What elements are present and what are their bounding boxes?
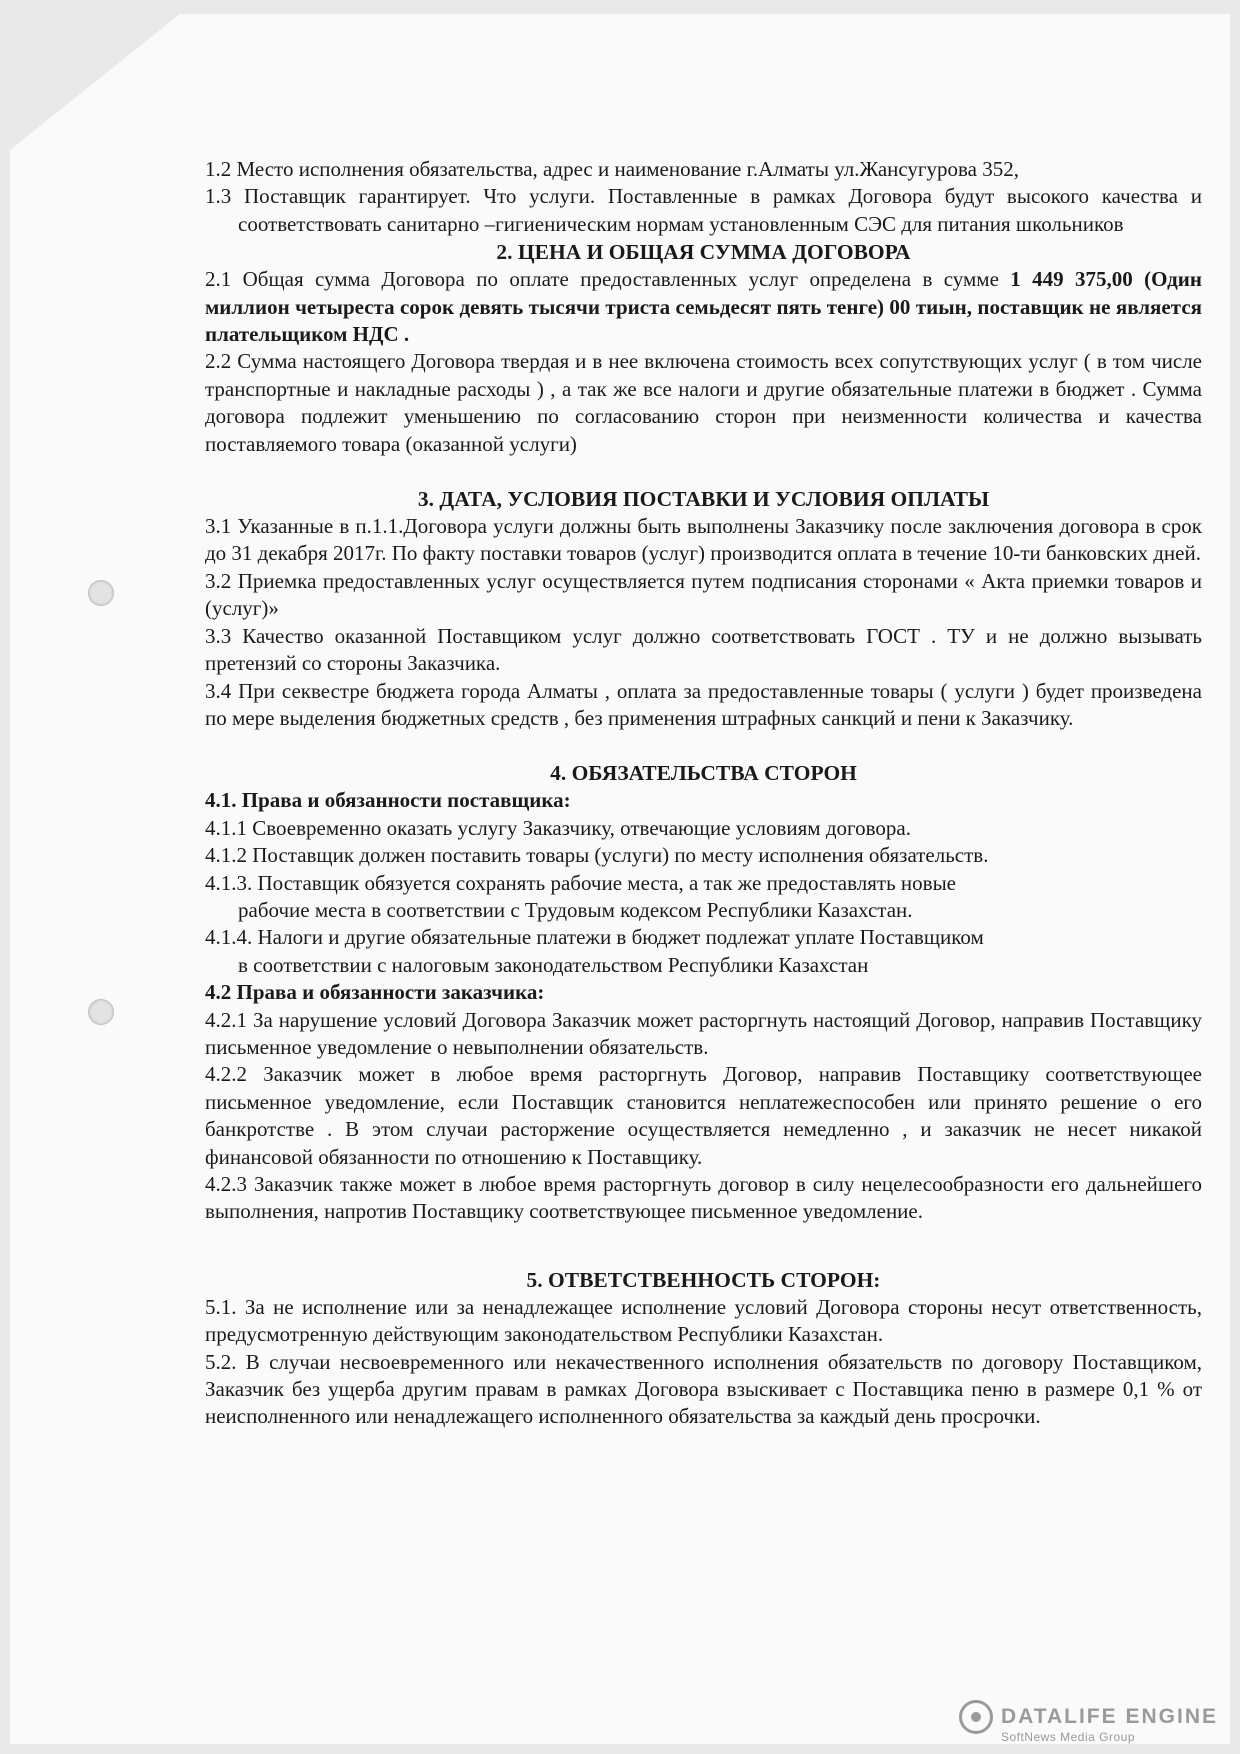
clause-1-2: 1.2 Место исполнения обязательства, адрес и наименование г.Алматы ул.Жансугурова 352, [205, 157, 1019, 181]
section-3-heading: 3. ДАТА, УСЛОВИЯ ПОСТАВКИ И УСЛОВИЯ ОПЛАТЫ [417, 487, 990, 512]
clause-3-1: 3.1 Указанные в п.1.1.Договора услуги должны быть выполнены Заказчику после заключения договора в срок до 31 декабря 2017г. По факту поставки товаров (услуг) производится оплата в течение 10-ти банковских дней. [205, 514, 1202, 566]
section-5-heading: 5. ОТВЕТСТВЕННОСТЬ СТОРОН: [526, 1267, 881, 1292]
clause-2-1 [205, 266, 1202, 348]
clause-4-1-3-line2: рабочие места в соответствии с Трудовым кодексом Республики Казахстан. [238, 897, 913, 922]
clause-3-3: 3.3 Качество оказанной Поставщиком услуг должно соответствовать ГОСТ . ТУ и не должно вызывать претензий со стороны Заказчика. [205, 623, 1202, 676]
clause-4-2-3: 4.2.3 Заказчик также может в любое время расторгнуть договор в силу нецелесообразности его дальнейшего выполнения, напротив Поставщику соответствующее письменное уведомление. [205, 1172, 1202, 1224]
section-2-heading: 2. ЦЕНА И ОБЩАЯ СУММА ДОГОВОРА [496, 240, 911, 265]
subsection-4-1-heading: 4.1. Права и обязанности поставщика: [205, 788, 571, 813]
clause-5-2: 5.2. В случаи несвоевременного или некачественного исполнения обязательств по договору Поставщиком, Заказчик без ущерба другим правам в рамках Договора взыскивает с Поставщика пеню в размере 0,1 % от неисполненного или ненадлежащего исполненного обязательства за каждый день просрочки. [205, 1349, 1202, 1429]
watermark [959, 1700, 1218, 1744]
clause-2-1-sum: 1 449 375,00 (Один миллион четыреста сорок девять тысячи триста семьдесят пять тенге) 00 тиын, поставщик не является плательщиком НДС . [205, 267, 1203, 347]
contract-text [205, 156, 1202, 1431]
clause-4-1-2: 4.1.2 Поставщик должен поставить товары (услуги) по месту исполнения обязательств. [205, 843, 989, 868]
clause-4-1-3-line1: 4.1.3. Поставщик обязуется сохранять рабочие места, а так же предоставлять новые [205, 870, 956, 895]
punch-hole [88, 999, 114, 1025]
clause-2-1-text: 2.1 Общая сумма Договора по оплате предоставленных услуг определена в сумме [205, 267, 1011, 292]
section-4-heading: 4. ОБЯЗАТЕЛЬСТВА СТОРОН [550, 761, 857, 786]
clause-1-3: 1.3 Поставщик гарантирует. Что услуги. Поставленные в рамках Договора будут высокого качества и соответствовать санитарно –гигиеническим нормам установленным СЭС для питания школьников [205, 184, 1202, 236]
watermark-title: DATALIFE ENGINE [1000, 1705, 1218, 1728]
clause-4-1-4-line2: в соответствии с налоговым законодательством Республики Казахстан [238, 952, 869, 977]
clause-5-1: 5.1. За не исполнение или за ненадлежащее исполнение условий Договора стороны несут ответственность, предусмотренную действующим законодательством Республики Казахстан. [205, 1294, 1202, 1347]
punch-hole [88, 580, 114, 606]
clause-4-1-4-line1: 4.1.4. Налоги и другие обязательные платежи в бюджет подлежат уплате Поставщиком [205, 925, 984, 950]
datalife-logo-icon [959, 1700, 993, 1734]
clause-3-2: 3.2 Приемка предоставленных услуг осуществляется путем подписания сторонами « Акта приемки товаров и (услуг)» [205, 568, 1202, 621]
clause-4-2-1: 4.2.1 За нарушение условий Договора Заказчик может расторгнуть настоящий Договор, направив Поставщику письменное уведомление о невыполнении обязательств. [205, 1007, 1202, 1059]
clause-4-1-1: 4.1.1 Своевременно оказать услугу Заказчику, отвечающие условиям договора. [205, 815, 911, 840]
clause-3-4: 3.4 При секвестре бюджета города Алматы , оплата за предоставленные товары ( услуги ) будет произведена по мере выделения бюджетных средств , без применения штрафных санкций и пени к Заказчику. [205, 678, 1202, 730]
watermark-subtitle: SoftNews Media Group [1000, 1730, 1135, 1744]
clause-2-2: 2.2 Сумма настоящего Договора твердая и в нее включена стоимость всех сопутствующих услуг ( в том числе транспортные и накладные расходы ) , а так же все налоги и другие обязательные платежи в бюджет . Сумма договора подлежит уменьшению по согласованию сторон при неизменности количества и качества поставляемого товара (оказанной услуги) [205, 349, 1202, 456]
subsection-4-2-heading: 4.2 Права и обязанности заказчика: [205, 980, 545, 1005]
clause-4-2-2: 4.2.2 Заказчик может в любое время расторгнуть Договор, направив Поставщику соответствующее письменное уведомление, если Поставщик становится неплатежеспособен или принято решение о его банкротстве . В этом случаи расторжение осуществляется немедленно , и заказчик не несет никакой финансовой обязанности по отношению к Поставщику. [205, 1062, 1202, 1169]
